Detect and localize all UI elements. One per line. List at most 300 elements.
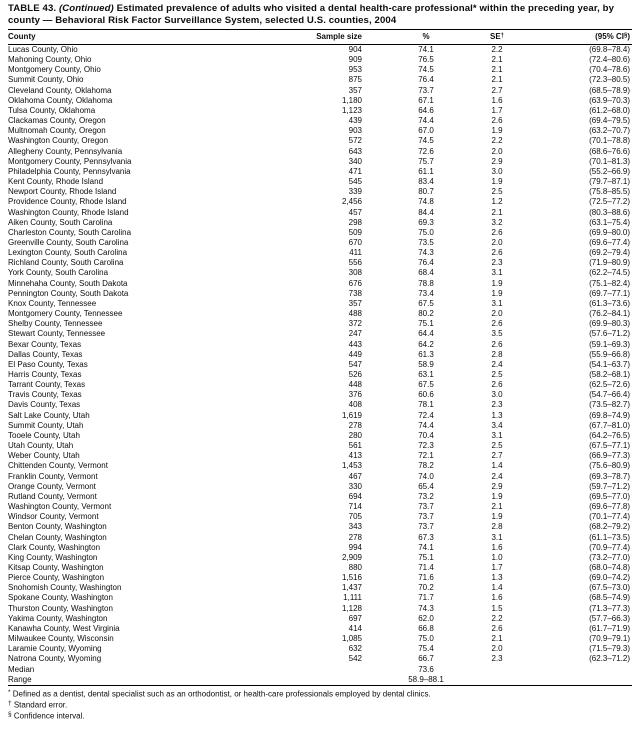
percent-cell: 74.3: [418, 248, 434, 258]
ci-cell: (57.7–66.3): [589, 613, 630, 623]
ci-cell: (59.1–69.3): [589, 339, 630, 349]
county-cell: Clark County, Washington: [8, 542, 101, 552]
se-cell: 2.2: [491, 136, 503, 146]
se-cell: 3.0: [491, 166, 503, 176]
ci-cell: (72.5–77.2): [589, 197, 630, 207]
percent-cell: 65.4: [418, 481, 434, 491]
percent-cell: 73.7: [418, 502, 434, 512]
se-cell: 1.5: [491, 603, 503, 613]
table-row: [8, 512, 632, 522]
sample-size-cell: 632: [348, 644, 362, 654]
ci-cell: (68.2–79.2): [589, 522, 630, 532]
table-row: [8, 400, 632, 410]
table-row: [8, 634, 632, 644]
ci-cell: (54.1–63.7): [589, 359, 630, 369]
footnotes: [8, 688, 632, 722]
county-cell: Washington County, Vermont: [8, 502, 112, 512]
percent-cell: 74.3: [418, 603, 434, 613]
percent-cell: 75.0: [418, 634, 434, 644]
percent-cell: 67.5: [418, 380, 434, 390]
table-title: [8, 3, 632, 26]
sample-size-cell: 408: [348, 400, 362, 410]
ci-cell: (67.5–73.0): [589, 583, 630, 593]
ci-cell: (63.1–75.4): [589, 217, 630, 227]
table-row: [8, 319, 632, 329]
sample-size-cell: 339: [348, 187, 362, 197]
table-row: [8, 309, 632, 319]
county-cell: Newport County, Rhode Island: [8, 187, 117, 197]
county-cell: Lucas County, Ohio: [8, 45, 78, 54]
column-header-sample-size: Sample size: [298, 30, 390, 45]
percent-cell: 73.7: [418, 85, 434, 95]
table-row: [8, 543, 632, 553]
se-cell: 3.4: [491, 420, 503, 430]
table-row: [8, 218, 632, 228]
se-cell: 2.0: [491, 309, 503, 319]
sample-size-cell: 572: [348, 136, 362, 146]
percent-cell: 73.4: [418, 288, 434, 298]
se-cell: 2.9: [491, 481, 503, 491]
se-cell: 2.4: [491, 359, 503, 369]
se-cell: [462, 665, 532, 675]
ci-cell: (69.6–77.4): [589, 237, 630, 247]
percent-cell: 73.6: [418, 664, 434, 674]
table-row: [8, 340, 632, 350]
column-header-ci: (95% CI§): [532, 30, 632, 45]
sample-size-cell: 880: [348, 562, 362, 572]
table-row: [8, 451, 632, 461]
percent-cell: 64.6: [418, 105, 434, 115]
county-cell: Montgomery County, Ohio: [8, 65, 101, 75]
sample-size-cell: 694: [348, 491, 362, 501]
column-header-percent: %: [390, 30, 462, 45]
table-row: [8, 75, 632, 85]
percent-cell: 72.6: [418, 146, 434, 156]
sample-size-cell: 443: [348, 339, 362, 349]
ci-cell: (70.9–79.1): [589, 634, 630, 644]
county-cell: Greenville County, South Carolina: [8, 237, 129, 247]
percent-cell: 72.1: [418, 451, 434, 461]
sample-size-cell: 714: [348, 502, 362, 512]
sample-size-cell: 556: [348, 258, 362, 268]
sample-size-cell: 376: [348, 390, 362, 400]
table-row: [8, 472, 632, 482]
county-cell: Median: [8, 664, 35, 674]
ci-cell: (69.9–80.3): [589, 319, 630, 329]
county-cell: Stewart County, Tennessee: [8, 329, 106, 339]
county-cell: Washington County, Oregon: [8, 136, 109, 146]
se-cell: 1.9: [491, 288, 503, 298]
ci-cell: (57.6–71.2): [589, 329, 630, 339]
ci-cell: (69.0–74.2): [589, 573, 630, 583]
se-cell: 2.6: [491, 319, 503, 329]
se-cell: 2.1: [491, 65, 503, 75]
ci-cell: (75.6–80.9): [589, 461, 630, 471]
percent-cell: 63.1: [418, 370, 434, 379]
sample-size-cell: 1,128: [341, 603, 362, 613]
table-row: [8, 126, 632, 136]
se-cell: 2.5: [491, 441, 503, 451]
sample-size-cell: 2,909: [341, 552, 362, 562]
county-cell: Tarrant County, Texas: [8, 380, 86, 390]
se-cell: 3.1: [491, 268, 503, 278]
table-title-prefix: TABLE 43.: [8, 3, 59, 14]
se-cell: 1.7: [491, 105, 503, 115]
se-cell: 3.1: [491, 298, 503, 308]
table-row: [8, 45, 632, 56]
table-row: [8, 553, 632, 563]
table-row: [8, 533, 632, 543]
ci-cell: (69.6–77.8): [589, 502, 630, 512]
ci-cell: (61.3–73.6): [589, 298, 630, 308]
table-row: [8, 604, 632, 614]
se-cell: 2.1: [491, 634, 503, 644]
sample-size-cell: 509: [348, 227, 362, 237]
sample-size-cell: 643: [348, 146, 362, 156]
se-cell: 2.8: [491, 522, 503, 532]
table-row: [8, 441, 632, 451]
county-cell: Pierce County, Washington: [8, 573, 105, 583]
se-cell: 2.1: [491, 55, 503, 65]
ci-cell: (67.7–81.0): [589, 420, 630, 430]
percent-cell: 74.1: [418, 542, 434, 552]
county-cell: Kanawha County, West Virginia: [8, 623, 120, 633]
table-row: [8, 502, 632, 512]
se-cell: 1.0: [491, 552, 503, 562]
se-cell: 2.6: [491, 339, 503, 349]
sample-size-cell: 542: [348, 654, 362, 664]
sample-size-cell: 340: [348, 156, 362, 166]
ci-cell: (70.1–78.8): [589, 136, 630, 146]
sample-size-cell: 471: [348, 166, 362, 176]
se-cell: 3.1: [491, 430, 503, 440]
se-cell: 2.3: [491, 400, 503, 410]
county-cell: Milwaukee County, Wisconsin: [8, 634, 114, 644]
se-cell: 1.6: [491, 542, 503, 552]
sample-size-cell: 448: [348, 380, 362, 390]
footnote: [8, 699, 632, 710]
percent-cell: 75.0: [418, 227, 434, 237]
sample-size-cell: 308: [348, 268, 362, 278]
ci-cell: (67.5–77.1): [589, 441, 630, 451]
ci-cell: (59.7–71.2): [589, 481, 630, 491]
table-row: [8, 583, 632, 593]
se-cell: 2.5: [491, 187, 503, 197]
se-cell: 2.2: [491, 613, 503, 623]
county-cell: Tooele County, Utah: [8, 430, 80, 440]
table-row: [8, 614, 632, 624]
sample-size-cell: 278: [348, 532, 362, 542]
sample-size-cell: 278: [348, 420, 362, 430]
percent-cell: 74.0: [418, 471, 434, 481]
ci-cell: (73.2–77.0): [589, 552, 630, 562]
table-row: [8, 624, 632, 634]
ci-cell: (79.7–87.1): [589, 177, 630, 187]
ci-cell: (69.2–79.4): [589, 248, 630, 258]
ci-cell: [532, 675, 632, 686]
table-row: [8, 492, 632, 502]
percent-cell: 69.3: [418, 217, 434, 227]
se-cell: 2.2: [491, 45, 503, 54]
table-row: [8, 96, 632, 106]
sample-size-cell: 413: [348, 451, 362, 461]
county-cell: Tulsa County, Oklahoma: [8, 105, 96, 115]
se-cell: [462, 675, 532, 686]
county-cell: Cleveland County, Oklahoma: [8, 85, 112, 95]
percent-cell: 76.4: [418, 258, 434, 268]
table-row: [8, 522, 632, 532]
sample-size-cell: 1,180: [341, 95, 362, 105]
ci-cell: (75.8–85.5): [589, 187, 630, 197]
county-cell: Oklahoma County, Oklahoma: [8, 95, 113, 105]
percent-cell: 84.4: [418, 207, 434, 217]
footnote: [8, 710, 632, 721]
county-cell: Benton County, Washington: [8, 522, 107, 532]
se-cell: 2.7: [491, 85, 503, 95]
county-cell: Kent County, Rhode Island: [8, 177, 104, 187]
ci-cell: (71.5–79.3): [589, 644, 630, 654]
county-cell: Philadelphia County, Pennsylvania: [8, 166, 131, 176]
sample-size-cell: 875: [348, 75, 362, 85]
percent-cell: 74.4: [418, 116, 434, 126]
table-row: [8, 187, 632, 197]
table-row: [8, 147, 632, 157]
sample-size-cell: 1,619: [341, 410, 362, 420]
se-cell: 1.9: [491, 512, 503, 522]
sample-size-cell: 2,456: [341, 197, 362, 207]
county-cell: Washington County, Rhode Island: [8, 207, 129, 217]
table-row: [8, 593, 632, 603]
se-cell: 2.1: [491, 207, 503, 217]
footnote-text: Standard error.: [11, 700, 68, 710]
se-cell: 2.0: [491, 146, 503, 156]
percent-cell: 75.7: [418, 156, 434, 166]
percent-cell: 73.2: [418, 491, 434, 501]
table-row: [8, 563, 632, 573]
table-header-row: [8, 30, 632, 45]
se-cell: 2.9: [491, 156, 503, 166]
ci-cell: (62.3–71.2): [589, 654, 630, 664]
column-header-county: County: [8, 30, 298, 45]
county-cell: Allegheny County, Pennsylvania: [8, 146, 123, 156]
sample-size-cell: 457: [348, 207, 362, 217]
sample-size-cell: 280: [348, 430, 362, 440]
county-cell: Pennington County, South Dakota: [8, 288, 129, 298]
se-cell: 3.1: [491, 532, 503, 542]
percent-cell: 83.4: [418, 177, 434, 187]
ci-cell: (61.2–68.0): [589, 105, 630, 115]
ci-section-superscript: §: [623, 33, 628, 39]
se-cell: 1.9: [491, 278, 503, 288]
table-row: [8, 380, 632, 390]
se-cell: 2.4: [491, 471, 503, 481]
table-row: [8, 644, 632, 654]
table-row: [8, 279, 632, 289]
percent-cell: 71.7: [418, 593, 434, 603]
ci-cell: (64.2–76.5): [589, 430, 630, 440]
table-row: [8, 116, 632, 126]
ci-cell: (72.3–80.5): [589, 75, 630, 85]
sample-size-cell: 411: [349, 248, 362, 258]
table-row: [8, 228, 632, 238]
table-row: [8, 106, 632, 116]
table-row: [8, 177, 632, 187]
se-cell: 2.8: [491, 349, 503, 359]
percent-cell: 64.2: [418, 339, 434, 349]
county-cell: Salt Lake County, Utah: [8, 410, 90, 420]
ci-cell: (68.5–74.9): [589, 593, 630, 603]
se-cell: 2.6: [491, 380, 503, 390]
sample-size-cell: 738: [348, 288, 362, 298]
ci-cell: (71.3–77.3): [589, 603, 630, 613]
ci-cell: (68.5–78.9): [589, 85, 630, 95]
footnote-marker: *: [8, 688, 11, 696]
footnote-marker: §: [8, 711, 12, 719]
ci-cell: (68.0–74.8): [589, 562, 630, 572]
county-cell: Windsor County, Vermont: [8, 512, 99, 522]
se-cell: 3.0: [491, 390, 503, 400]
table-row: [8, 654, 632, 664]
ci-cell: (69.5–77.0): [589, 491, 630, 501]
se-cell: 2.1: [491, 75, 503, 85]
ci-cell: [532, 665, 632, 675]
county-cell: Lexington County, South Carolina: [8, 248, 128, 258]
se-cell: 1.7: [491, 562, 503, 572]
ci-cell: (73.5–82.7): [589, 400, 630, 410]
ci-cell: (68.6–76.6): [589, 146, 630, 156]
sample-size-cell: 705: [348, 512, 362, 522]
se-cell: 1.9: [491, 126, 503, 136]
county-cell: Shelby County, Tennessee: [8, 319, 103, 329]
ci-cell: (55.9–66.8): [589, 349, 630, 359]
ci-cell: (70.4–78.6): [589, 65, 630, 75]
county-cell: Spokane County, Washington: [8, 593, 113, 603]
county-cell: Montgomery County, Tennessee: [8, 309, 123, 319]
table-row: [8, 370, 632, 380]
county-cell: El Paso County, Texas: [8, 359, 88, 369]
sample-size-cell: 547: [348, 359, 362, 369]
se-cell: 1.9: [491, 177, 503, 187]
percent-cell: 75.1: [418, 552, 434, 562]
percent-cell: 64.4: [418, 329, 434, 339]
percent-cell: 70.4: [418, 430, 434, 440]
se-cell: 2.6: [491, 116, 503, 126]
county-cell: Kitsap County, Washington: [8, 562, 104, 572]
percent-cell: 74.5: [418, 136, 434, 146]
table-row: [8, 665, 632, 675]
sample-size-cell: [298, 675, 390, 686]
county-cell: York County, South Carolina: [8, 268, 109, 278]
ci-cell: (69.8–78.4): [589, 45, 630, 54]
percent-cell: 71.6: [418, 573, 434, 583]
ci-cell: (70.9–77.4): [589, 542, 630, 552]
se-cell: 2.7: [491, 451, 503, 461]
se-cell: 1.6: [491, 95, 503, 105]
ci-cell: (69.8–74.9): [589, 410, 630, 420]
table-row: [8, 55, 632, 65]
percent-cell: 80.2: [418, 309, 434, 319]
county-cell: Chelan County, Washington: [8, 532, 107, 542]
percent-cell: 67.3: [418, 532, 434, 542]
se-cell: 1.4: [491, 461, 503, 471]
table-row: [8, 289, 632, 299]
county-cell: Utah County, Utah: [8, 441, 74, 451]
table-row: [8, 299, 632, 309]
percent-cell: 68.4: [418, 268, 434, 278]
ci-cell: (69.9–80.0): [589, 227, 630, 237]
se-cell: 1.9: [491, 491, 503, 501]
percent-cell: 76.4: [418, 75, 434, 85]
sample-size-cell: 449: [348, 349, 362, 359]
sample-size-cell: 670: [348, 237, 362, 247]
table-row: [8, 329, 632, 339]
ci-cell: (70.1–77.4): [589, 512, 630, 522]
percent-cell: 75.1: [418, 319, 434, 329]
ci-cell: (66.9–77.3): [589, 451, 630, 461]
county-cell: Natrona County, Wyoming: [8, 654, 102, 664]
percent-cell: 73.7: [418, 522, 434, 532]
se-cell: 2.3: [491, 654, 503, 664]
se-cell: 3.5: [491, 329, 503, 339]
table-row: [8, 197, 632, 207]
percent-cell: 58.9–88.1: [408, 674, 444, 684]
county-cell: Travis County, Texas: [8, 390, 82, 400]
se-cell: 2.0: [491, 237, 503, 247]
county-cell: Providence County, Rhode Island: [8, 197, 127, 207]
county-cell: Range: [8, 674, 32, 684]
table-row: [8, 86, 632, 96]
ci-cell: (54.7–66.4): [589, 390, 630, 400]
sample-size-cell: 414: [348, 623, 362, 633]
ci-cell: (62.5–72.6): [589, 380, 630, 390]
county-cell: Weber County, Utah: [8, 451, 80, 461]
county-cell: Davis County, Texas: [8, 400, 81, 410]
table-row: [8, 238, 632, 248]
percent-cell: 67.5: [418, 298, 434, 308]
percent-cell: 80.7: [418, 187, 434, 197]
percent-cell: 61.3: [418, 349, 434, 359]
percent-cell: 78.2: [418, 461, 434, 471]
county-cell: Orange County, Vermont: [8, 481, 96, 491]
ci-cell: (58.2–68.1): [589, 370, 630, 379]
table-row: [8, 675, 632, 686]
ci-cell: (76.2–84.1): [589, 309, 630, 319]
footnote-text: Confidence interval.: [11, 711, 85, 721]
se-cell: 2.6: [491, 227, 503, 237]
percent-cell: 73.5: [418, 237, 434, 247]
se-cell: 2.1: [491, 502, 503, 512]
county-cell: Thurston County, Washington: [8, 603, 113, 613]
county-cell: King County, Washington: [8, 552, 98, 562]
sample-size-cell: 1,123: [341, 105, 362, 115]
sample-size-cell: 439: [348, 116, 362, 126]
sample-size-cell: 1,085: [341, 634, 362, 644]
table-row: [8, 360, 632, 370]
sample-size-cell: 488: [348, 309, 362, 319]
sample-size-cell: 330: [348, 481, 362, 491]
sample-size-cell: 357: [348, 298, 362, 308]
sample-size-cell: 1,111: [343, 593, 362, 603]
table-row: [8, 350, 632, 360]
se-cell: 1.3: [491, 410, 503, 420]
table-row: [8, 268, 632, 278]
table-row: [8, 461, 632, 471]
ci-cell: (55.2–66.9): [589, 166, 630, 176]
table-row: [8, 431, 632, 441]
county-cell: Charleston County, South Carolina: [8, 227, 132, 237]
county-cell: Richland County, South Carolina: [8, 258, 124, 268]
percent-cell: 72.4: [418, 410, 434, 420]
